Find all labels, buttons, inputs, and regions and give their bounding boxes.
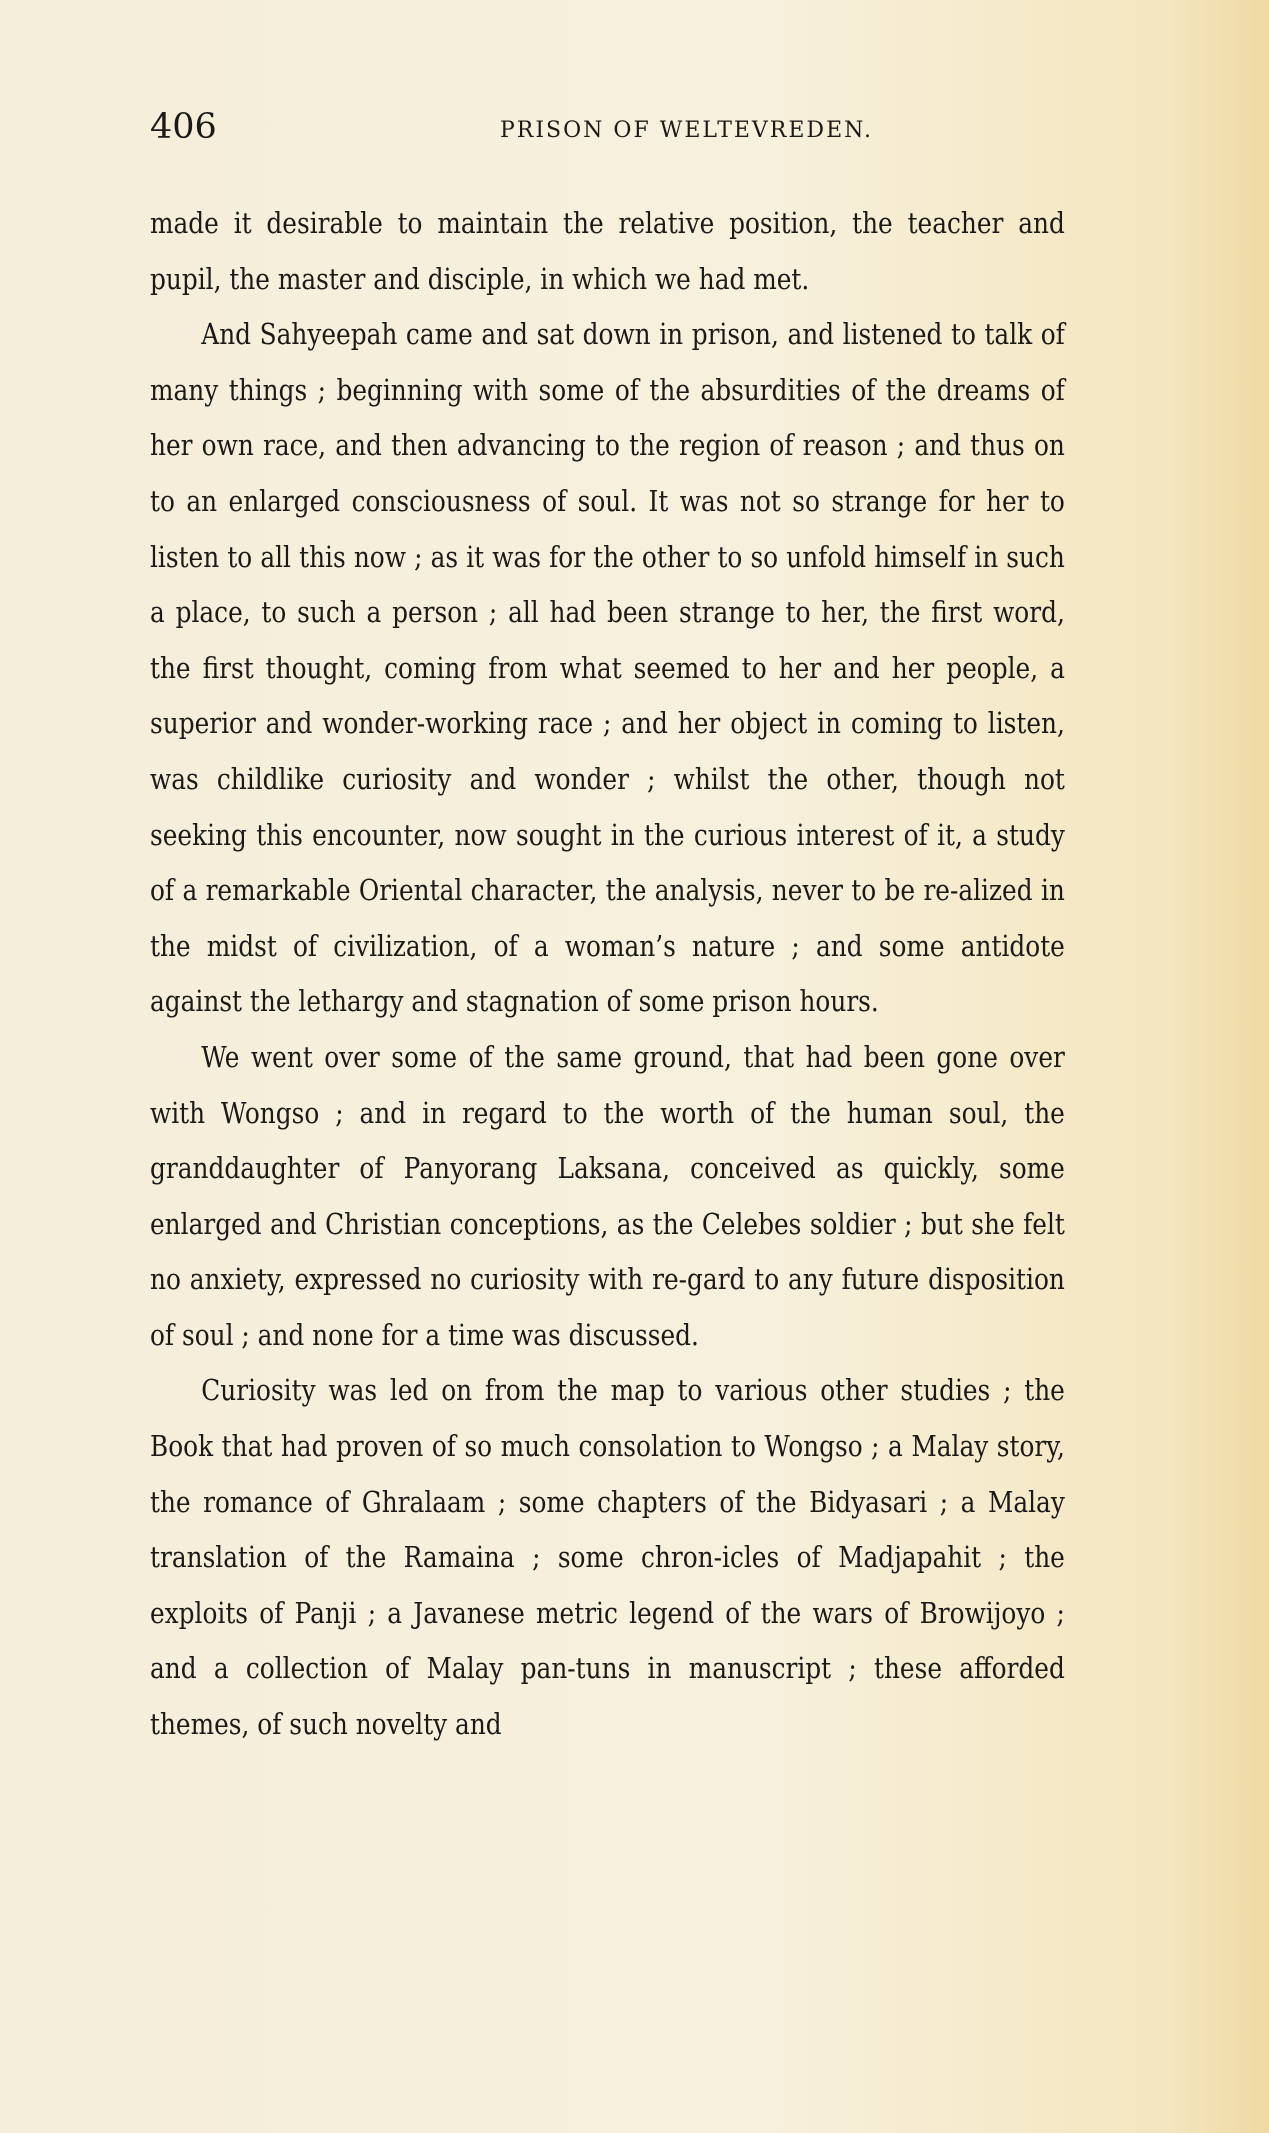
page-number: 406 [150,107,217,147]
paragraph: And Sahyeepah came and sat down in prison, and listened to talk of many things ; beginning with some of the absurdities of the dreams of her own race, and then advancing to the region of reason ; and thus on to an enlarged consciousness of soul. It was not so strange for her to listen to all this now ; as it was for the other to so unfold himself in such a place, to such a person ; all had been strange to her, the first word, the first thought, coming from what seemed to her and her people, a superior and wonder-working race ; and her object in coming to listen, was childlike curiosity and wonder ; whilst the other, though not seeking this encounter, now sought in the curious interest of it, a study of a remarkable Oriental character, the analysis, never to be re-alized in the midst of civilization, of a woman’s nature ; and some antidote against the lethargy and stagnation of some prison hours. [150,317,1065,1019]
body-text [150,196,1065,1753]
paragraph: made it desirable to maintain the relative position, the teacher and pupil, the master and disciple, in which we had met. [150,206,1065,296]
page-header [150,102,1065,152]
paragraph: We went over some of the same ground, that had been gone over with Wongso ; and in regard to the worth of the human soul, the granddaughter of Panyorang Laksana, conceived as quickly, some enlarged and Christian conceptions, as the Celebes soldier ; but she felt no anxiety, expressed no curiosity with re-gard to any future disposition of soul ; and none for a time was discussed. [150,1039,1065,1352]
paragraph: Curiosity was led on from the map to various other studies ; the Book that had proven of so much consolation to Wongso ; a Malay story, the romance of Ghralaam ; some chapters of the Bidyasari ; a Malay translation of the Ramaina ; some chron-icles of Madjapahit ; the exploits of Panji ; a Javanese metric legend of the wars of Browijoyo ; and a collection of Malay pan-tuns in manuscript ; these afforded themes, of such novelty and [150,1373,1065,1742]
running-head: PRISON OF WELTEVREDEN. [500,118,873,143]
